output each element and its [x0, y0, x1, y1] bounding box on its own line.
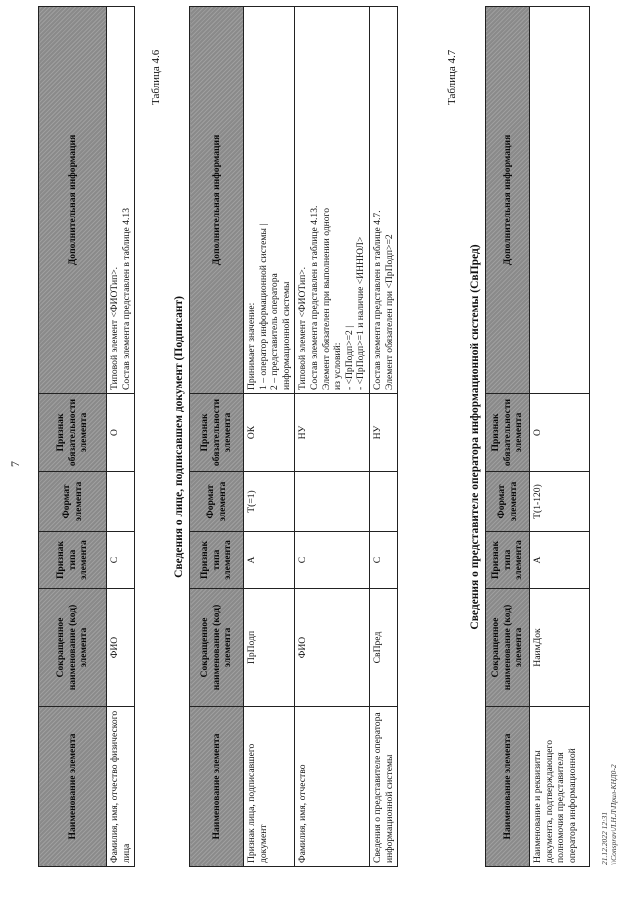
table-4-7	[485, 6, 590, 867]
header-type-flag: Признак типа элемента	[486, 532, 530, 589]
footer-date: 21.12.2022 12:31	[600, 811, 609, 865]
cell-code: ПрПодп	[244, 589, 295, 707]
header-type-flag: Признак типа элемента	[39, 532, 107, 589]
cell-mandatory: НУ	[369, 394, 397, 472]
cell-name: Сведения о представителе оператора информационной системы	[369, 707, 397, 867]
cell-extra	[369, 7, 397, 394]
cell-code: СвПред	[369, 589, 397, 707]
cell-name: Фамилия, имя, отчество физического лица	[107, 707, 135, 867]
header-mandatory: Признак обязательности элемента	[39, 394, 107, 472]
extra-line: Принимает значение:	[246, 302, 257, 390]
table-4-7-header	[486, 7, 530, 867]
table-row	[295, 7, 370, 867]
cell-format	[295, 472, 370, 532]
table-row	[530, 7, 590, 867]
table-4-6	[189, 6, 398, 867]
table-row	[244, 7, 295, 867]
header-short-code: Сокращенное наименование (код) элемента	[486, 589, 530, 707]
table-4-6-header	[190, 7, 244, 867]
header-type-flag: Признак типа элемента	[190, 532, 244, 589]
top-table-header	[39, 7, 107, 867]
extra-line: - <ПрПодп>=2 |	[343, 325, 355, 390]
header-mandatory: Признак обязательности элемента	[190, 394, 244, 472]
cell-extra	[530, 7, 590, 394]
cell-format: Т(1-120)	[530, 472, 590, 532]
cell-name: Наименование и реквизиты документа, подтверждающего полномочия представителя оператора информационной	[530, 707, 590, 867]
cell-mandatory: ОК	[244, 394, 295, 472]
extra-line: Типовой элемент <ФИОТип>.	[109, 266, 120, 390]
cell-format	[107, 472, 135, 532]
table-caption-4-7: Таблица 4.7	[446, 49, 458, 105]
extra-line: Типовой элемент <ФИОТип>.	[297, 266, 309, 390]
cell-mandatory: О	[530, 394, 590, 472]
extra-line: из условий:	[332, 342, 344, 390]
table-title-4-6: Сведения о лице, подписавшем документ (Подписант)	[173, 296, 185, 578]
table-row	[107, 7, 135, 867]
extra-line: - <ПрПодп>=1 и наличие <ИННЮЛ>	[355, 236, 367, 390]
cell-mandatory: НУ	[295, 394, 370, 472]
table-title-4-7: Сведения о представителе оператора информационной системы (СвПред)	[469, 244, 481, 630]
cell-type: А	[244, 532, 295, 589]
cell-extra	[295, 7, 370, 394]
cell-code: НаимДок	[530, 589, 590, 707]
header-mandatory: Признак обязательности элемента	[486, 394, 530, 472]
extra-line: Элемент обязателен при выполнении одного	[320, 207, 332, 390]
header-format: Формат элемента	[486, 472, 530, 532]
cell-extra	[107, 7, 135, 394]
cell-code: ФИО	[295, 589, 370, 707]
header-name: Наименование элемента	[486, 707, 530, 867]
page-number: 7	[8, 461, 22, 467]
cell-type: А	[530, 532, 590, 589]
table-caption-4-6: Таблица 4.6	[150, 49, 162, 105]
cell-extra	[244, 7, 295, 394]
extra-line: Состав элемента представлен в таблице 4.13.	[308, 205, 320, 390]
table-row	[369, 7, 397, 867]
extra-line: информационной системы	[280, 281, 292, 390]
header-name: Наименование элемента	[190, 707, 244, 867]
header-format: Формат элемента	[39, 472, 107, 532]
extra-line: 2 – представитель оператора	[269, 273, 281, 390]
cell-format	[369, 472, 397, 532]
cell-type: С	[295, 532, 370, 589]
cell-type: С	[107, 532, 135, 589]
cell-type: С	[369, 532, 397, 589]
footer-note	[600, 764, 618, 865]
footer-path: \\Consprav\Л.Н.Л\Прил-КНД0-2	[609, 764, 618, 865]
header-format: Формат элемента	[190, 472, 244, 532]
header-short-code: Сокращенное наименование (код) элемента	[190, 589, 244, 707]
top-table	[38, 6, 135, 867]
extra-line: Элемент обязателен при <ПрПодп>=2	[383, 234, 395, 390]
cell-code: ФИО	[107, 589, 135, 707]
header-name: Наименование элемента	[39, 707, 107, 867]
header-short-code: Сокращенное наименование (код) элемента	[39, 589, 107, 707]
extra-line: 1 – оператор информационной системы |	[257, 223, 269, 390]
cell-mandatory: О	[107, 394, 135, 472]
extra-line: Состав элемента представлен в таблице 4.13	[120, 207, 132, 390]
cell-format: Т(=1)	[244, 472, 295, 532]
header-extra: Дополнительная информация	[486, 7, 530, 394]
cell-name: Признак лица, подписавшего документ	[244, 707, 295, 867]
header-extra: Дополнительная информация	[39, 7, 107, 394]
cell-name: Фамилия, имя, отчество	[295, 707, 370, 867]
extra-line: Состав элемента представлен в таблице 4.7.	[371, 210, 383, 390]
header-extra: Дополнительная информация	[190, 7, 244, 394]
